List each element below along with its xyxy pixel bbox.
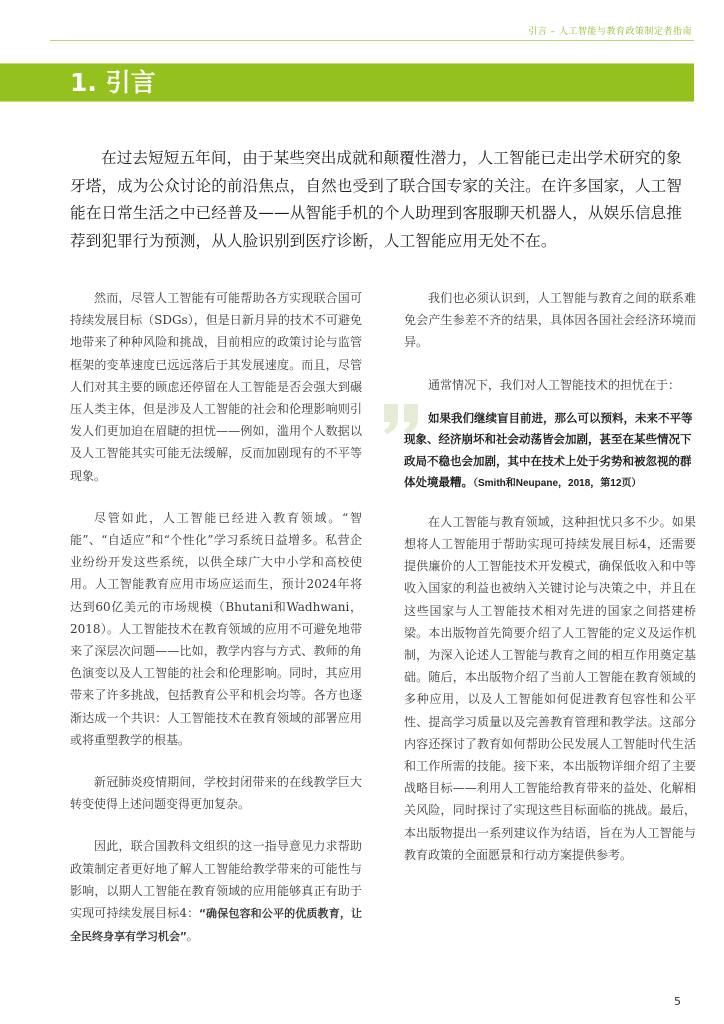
pullquote — [404, 408, 696, 495]
body-paragraph: 在人工智能与教育领域，这种担忧只多不少。如果想将人工智能用于帮助实现可持续发展目标4，还需要提供廉价的人工智能技术开发模式，确保低收入和中等收入国家的利益也被纳入关键讨论与决策之中，并且在这些国家与人工智能技术相对先进的国家之间搭建桥梁。本出版物首先简要介绍了人工智能的定义及运作机制，为深入论述人工智能与教育之间的相互作用奠定基础。随后，本出版物介绍了当前人工智能在教育领域的多种应用，以及人工智能如何促进教育包容性和公平性、提高学习质量以及完善教育管理和教学法。这部分内容还探讨了教育如何帮助公民发展人工智能时代生活和工作所需的技能。接下来，本出版物详细介绍了主要战略目标——利用人工智能给教育带来的益处、化解相关风险，同时探讨了实现这些目标面临的挑战。最后，本出版物提出一系列建议作为结语，旨在为人工智能与教育政策的全面愿景和行动方案提供参考。 — [404, 514, 696, 862]
body-paragraph: 通常情况下，我们对人工智能技术的担忧在于： — [428, 377, 681, 392]
left-column — [70, 287, 362, 968]
pullquote-body — [404, 408, 696, 495]
lead-paragraph: 在过去短短五年间，由于某些突出成就和颠覆性潜力，人工智能已走出学术研究的象牙塔，成为公众讨论的前沿焦点，自然也受到了联合国专家的关注。在许多国家，人工智能在日常生活之中已经普及——从智能手机的个人助理到客服聊天机器人，从娱乐信息推荐到犯罪行为预测，从人脸识别到医疗诊断，人工智能应用无处不在。 — [70, 149, 683, 250]
section-title-band — [0, 63, 694, 102]
page-number: 5 — [674, 995, 681, 1008]
body-paragraph-final — [70, 835, 362, 948]
section-title: 1. 引言 — [70, 68, 156, 97]
right-column — [404, 287, 696, 886]
quote-mark-icon — [382, 400, 426, 436]
running-header: 引言 – 人工智能与教育政策制定者指南 — [528, 27, 692, 37]
body-paragraph: 新冠肺炎疫情期间，学校封闭带来的在线教学巨大转变使得上述问题变得更加复杂。 — [70, 775, 362, 812]
body-paragraph: 然而，尽管人工智能有可能帮助各方实现联合国可持续发展目标（SDGs），但是日新月异的技术不可避免地带来了种种风险和挑战，目前相应的政策讨论与监管框架的变革速度已远远落后于其发展速度。而且，尽管人们对其主要的顾虑还停留在人工智能是否会强大到碾压人类主体，但是涉及人工智能的社会和伦理影响则引发人们更加迫在眉睫的担忧——例如，滥用个人数据以及人工智能其实可能无法缓解，反而加剧现有的不平等现象。 — [70, 291, 362, 483]
body-paragraph: 尽管如此，人工智能已经进入教育领域。“智能”、“自适应”和“个性化”学习系统日益增多。私营企业纷纷开发这些系统，以供全球广大中小学和高校使用。人工智能教育应用市场应运而生，预计2024年将达到60亿美元的市场规模（Bhutani和Wadhwani，2018）。人工智能技术在教育领域的应用不可避免地带来了深层次问题——比如，教学内容与方式、教师的角色演变以及人工智能的社会和伦理影响。同时，其应用带来了许多挑战，包括教育公平和机会均等。各方也逐渐达成一个共识：人工智能技术在教育领域的部署应用或将重塑教学的根基。 — [70, 510, 362, 747]
paragraph-text: 因此，联合国教科文组织的这一指导意见力求帮助政策制定者更好地了解人工智能给教学带来的可能性与影响，以期人工智能在教育领域的应用能够真正有助于实现可持续发展目标4： — [70, 839, 362, 921]
pullquote-text: 如果我们继续盲目前进，那么可以预料，未来不平等现象、经济崩坏和社会动荡皆会加剧，甚至在某些情况下政局不稳也会加剧，其中在技术上处于劣势和被忽视的群体处境最糟。 — [404, 410, 693, 490]
sdg4-quote: “确保包容和公平的优质教育，让全民终身享有学习机会” — [70, 907, 362, 944]
pullquote-citation: （Smith和Neupane，2018，第12页） — [473, 478, 642, 490]
body-paragraph: 我们也必须认识到，人工智能与教育之间的联系难免会产生参差不齐的结果，具体因各国社会经济环境而异。 — [404, 291, 696, 350]
paragraph-end: 。 — [186, 929, 199, 944]
header-divider — [50, 40, 694, 41]
